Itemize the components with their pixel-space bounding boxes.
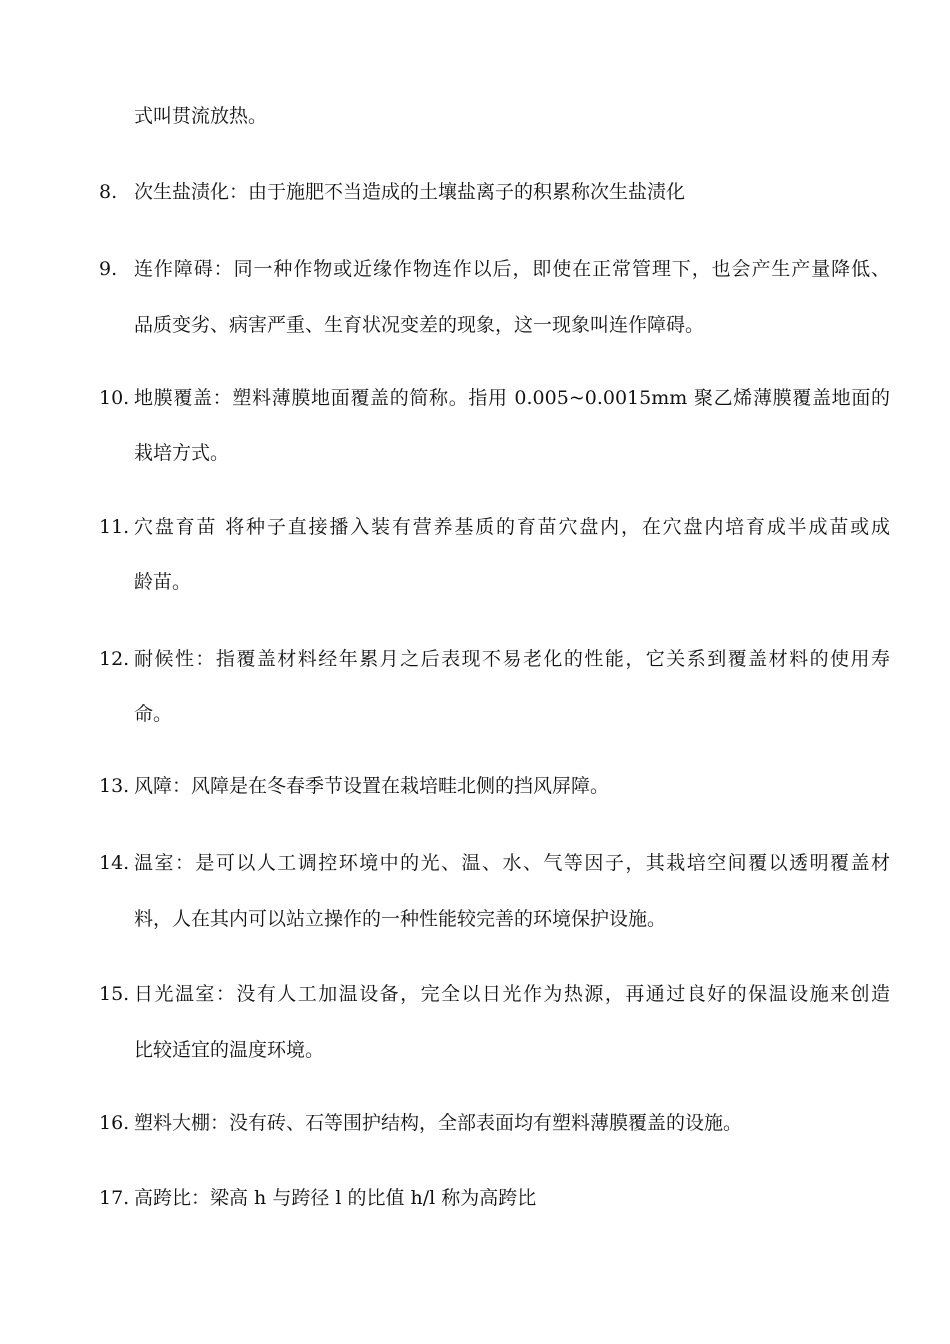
item-number-17: 17. <box>99 1187 130 1209</box>
item-10-line-1: 地膜覆盖：塑料薄膜地面覆盖的简称。指用 0.005~0.0015mm 聚乙烯薄膜覆盖地面的 <box>134 387 890 409</box>
item-number-15: 15. <box>99 983 130 1005</box>
item-14-line-1: 温室：是可以人工调控环境中的光、温、水、气等因子，其栽培空间覆以透明覆盖材 <box>134 852 890 874</box>
item-number-14: 14. <box>99 852 130 874</box>
item-12-line-2: 命。 <box>134 703 173 725</box>
item-9-line-2: 品质变劣、病害严重、生育状况变差的现象，这一现象叫连作障碍。 <box>134 314 705 336</box>
item-number-8: 8. <box>99 181 118 203</box>
item-14-line-2: 料，人在其内可以站立操作的一种性能较完善的环境保护设施。 <box>134 908 667 930</box>
item-10-line-2: 栽培方式。 <box>134 442 230 464</box>
item-17-line-1: 高跨比：梁高 h 与跨径 l 的比值 h/l 称为高跨比 <box>134 1187 537 1209</box>
item-15-line-1: 日光温室：没有人工加温设备，完全以日光作为热源，再通过良好的保温设施来创造 <box>134 983 890 1005</box>
intro-line: 式叫贯流放热。 <box>134 105 268 127</box>
item-number-9: 9. <box>99 258 118 280</box>
item-11-line-1: 穴盘育苗 将种子直接播入装有营养基质的育苗穴盘内，在穴盘内培育成半成苗或成 <box>134 516 890 538</box>
item-8-line-1: 次生盐渍化：由于施肥不当造成的土壤盐离子的积累称次生盐渍化 <box>134 181 686 203</box>
item-16-line-1: 塑料大棚：没有砖、石等围护结构，全部表面均有塑料薄膜覆盖的设施。 <box>134 1112 743 1134</box>
item-number-11: 11. <box>99 516 130 538</box>
item-9-line-1: 连作障碍：同一种作物或近缘作物连作以后，即使在正常管理下，也会产生产量降低、 <box>134 258 890 280</box>
item-11-line-2: 龄苗。 <box>134 571 192 593</box>
item-number-13: 13. <box>99 775 130 797</box>
item-number-16: 16. <box>99 1112 130 1134</box>
item-15-line-2: 比较适宜的温度环境。 <box>134 1039 325 1061</box>
item-13-line-1: 风障：风障是在冬春季节设置在栽培畦北侧的挡风屏障。 <box>134 775 610 797</box>
item-number-12: 12. <box>99 648 130 670</box>
item-number-10: 10. <box>99 387 130 409</box>
item-12-line-1: 耐候性：指覆盖材料经年累月之后表现不易老化的性能，它关系到覆盖材料的使用寿 <box>134 648 890 670</box>
